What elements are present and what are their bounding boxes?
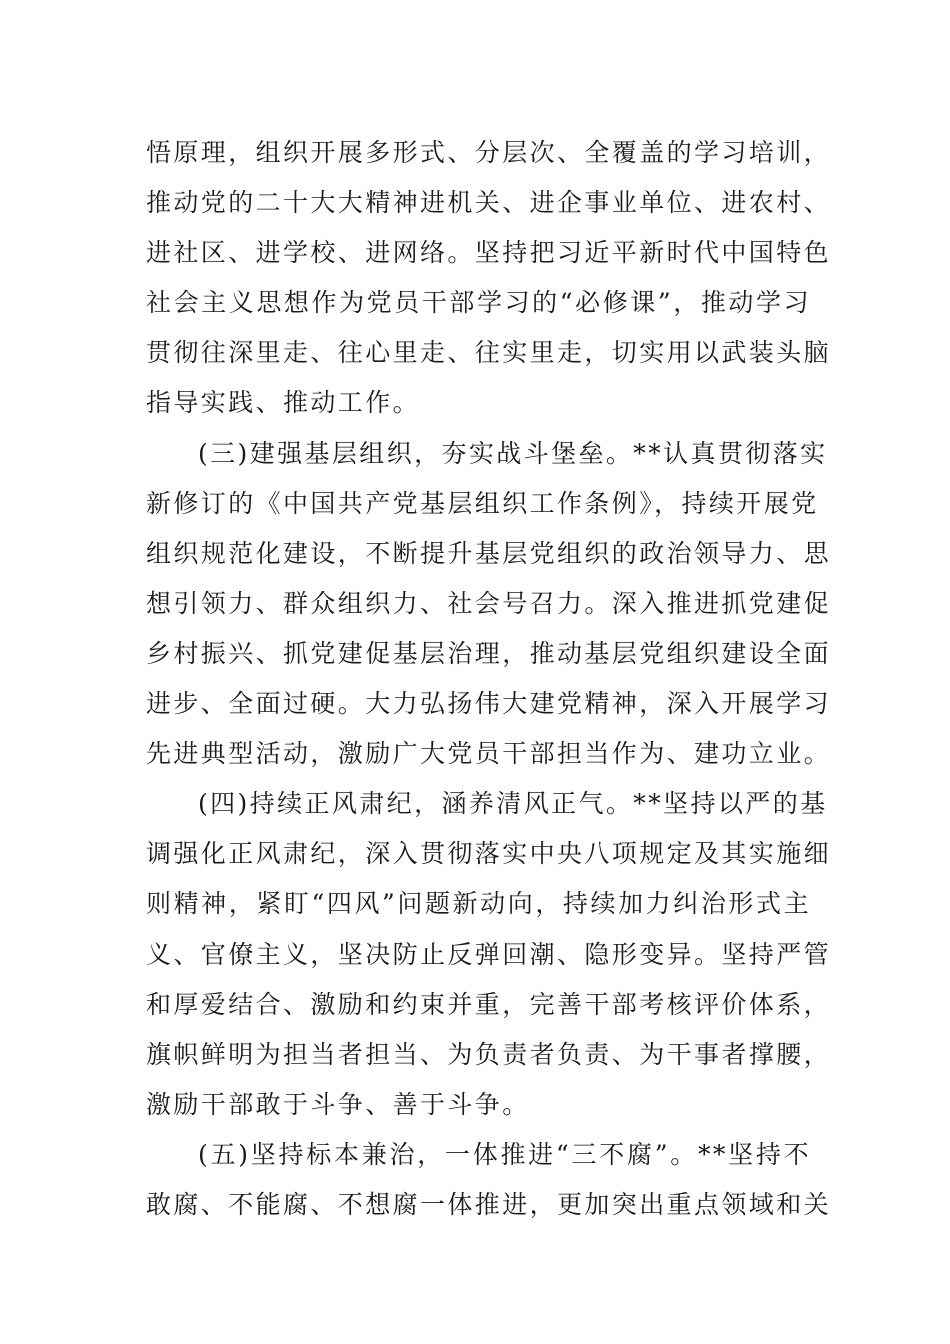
- text-line: 进步、全面过硬。大力弘扬伟大建党精神，深入开展学习: [146, 689, 832, 719]
- text-line: 敢腐、不能腐、不想腐一体推进，更加突出重点领域和关: [146, 1189, 832, 1219]
- text-line: 想引领力、群众组织力、社会号召力。深入推进抓党建促: [146, 588, 832, 618]
- text-line: 推动党的二十大大精神进机关、进企事业单位、进农村、: [146, 188, 832, 218]
- body-text: [146, 128, 832, 1230]
- text-line: 先进典型活动，激励广大党员干部担当作为、建功立业。: [146, 739, 832, 769]
- text-line: 调强化正风肃纪，深入贯彻落实中央八项规定及其实施细: [146, 839, 832, 869]
- text-line: 则精神，紧盯“四风”问题新动向，持续加力纠治形式主: [146, 889, 811, 919]
- text-line: 指导实践、推动工作。: [146, 388, 421, 418]
- text-line: 义、官僚主义，坚决防止反弹回潮、隐形变异。坚持严管: [146, 939, 832, 969]
- text-line: 进社区、进学校、进网络。坚持把习近平新时代中国特色: [146, 238, 832, 268]
- text-line: 乡村振兴、抓党建促基层治理，推动基层党组织建设全面: [146, 638, 832, 668]
- text-line: 悟原理，组织开展多形式、分层次、全覆盖的学习培训，: [146, 138, 832, 167]
- section-heading-line: (三)建强基层组织，夯实战斗堡垒。**认真贯彻落实: [198, 438, 828, 468]
- text-line: 社会主义思想作为党员干部学习的“必修课”，推动学习: [146, 288, 811, 318]
- section-heading-line: (五)坚持标本兼治，一体推进“三不腐”。**坚持不: [198, 1139, 811, 1169]
- text-line: 组织规范化建设，不断提升基层党组织的政治领导力、思: [146, 538, 832, 568]
- text-line: 和厚爱结合、激励和约束并重，完善干部考核评价体系，: [146, 989, 832, 1019]
- text-line: 贯彻往深里走、往心里走、往实里走，切实用以武装头脑: [146, 338, 832, 368]
- text-line: 新修订的《中国共产党基层组织工作条例》，持续开展党: [146, 488, 819, 518]
- text-line: 激励干部敢于斗争、善于斗争。: [146, 1089, 530, 1119]
- section-heading-line: (四)持续正风肃纪，涵养清风正气。**坚持以严的基: [198, 789, 828, 819]
- text-line: 旗帜鲜明为担当者担当、为负责者负责、为干事者撑腰，: [146, 1039, 832, 1069]
